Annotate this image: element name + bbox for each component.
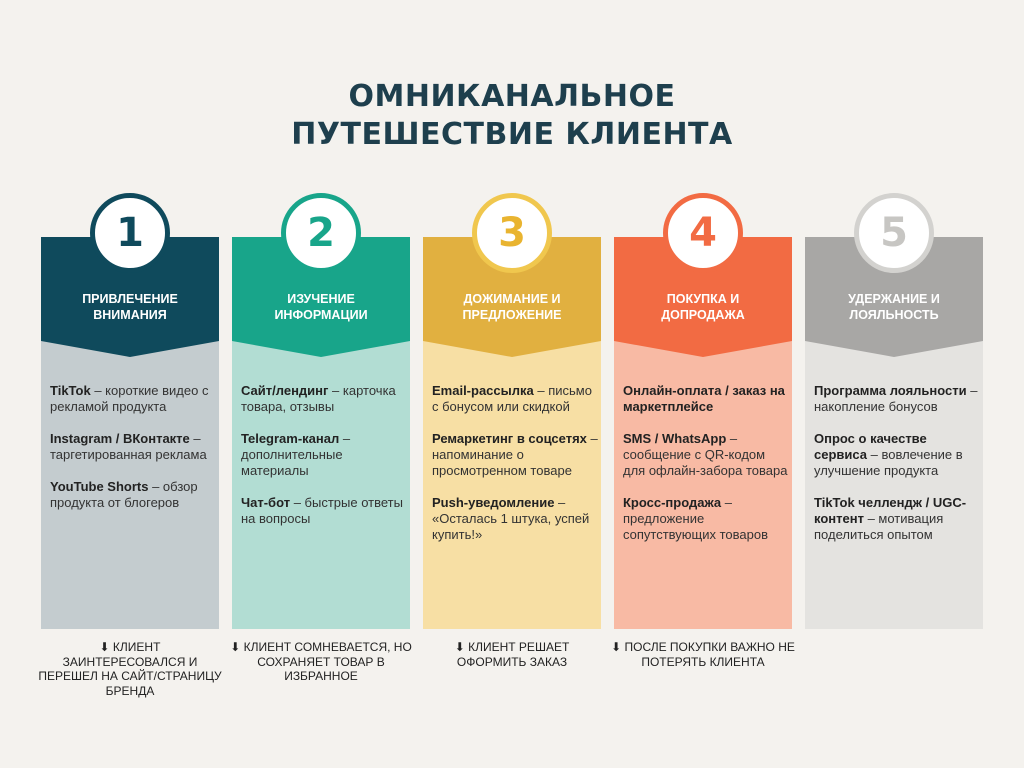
channel-name: Ремаркетинг в соцсетях [432,431,587,446]
channel-description: – напоминание о просмотренном товаре [432,431,598,478]
stage-items [623,383,789,559]
title-line-2: ПУТЕШЕСТВИЕ КЛИЕНТА [291,117,733,152]
channel-item [814,431,980,479]
stage-number-badge: 5 [854,193,934,273]
stage-transition-note: ⬇ КЛИЕНТ СОМНЕВАЕТСЯ, НО СОХРАНЯЕТ ТОВАР В ИЗБРАННОЕ [230,640,412,683]
channel-item [241,495,407,527]
channel-item [241,383,407,415]
channel-name: Instagram / ВКонтакте [50,431,190,446]
stage-items [432,383,598,559]
page-title [0,78,1024,154]
title-line-1: ОМНИКАНАЛЬНОЕ [348,79,676,114]
channel-description: – мотивация поделиться опытом [814,511,944,542]
channel-item [432,431,598,479]
stage-notch [614,341,792,357]
stage-column-1 [41,237,219,629]
channel-item [50,479,216,511]
channel-item [432,495,598,543]
channel-description: – быстрые ответы на вопросы [241,495,403,526]
stage-notch [423,341,601,357]
stage-transition-note: ⬇ ПОСЛЕ ПОКУПКИ ВАЖНО НЕ ПОТЕРЯТЬ КЛИЕНТА [611,640,795,669]
stage-transition-note: ⬇ КЛИЕНТ РЕШАЕТ ОФОРМИТЬ ЗАКАЗ [454,640,570,669]
channel-name: SMS / WhatsApp [623,431,727,446]
channel-description: – накопление бонусов [814,383,978,414]
channel-name: Сайт/лендинг [241,383,329,398]
channel-name: Чат-бот [241,495,291,510]
channel-description: – предложение сопутствующих товаров [623,495,769,542]
stage-items [241,383,407,543]
channel-item [50,431,216,463]
stage-number-badge: 4 [663,193,743,273]
stage-column-2 [232,237,410,629]
stage-items [50,383,216,527]
channel-item [623,495,789,543]
channel-item [241,431,407,479]
stage-number-badge: 3 [472,193,552,273]
stage-heading: ИЗУЧЕНИЕ ИНФОРМАЦИИ [274,292,368,322]
stage-heading: ПРИВЛЕЧЕНИЕ ВНИМАНИЯ [82,292,178,322]
channel-name: Telegram-канал [241,431,340,446]
stage-notch [805,341,983,357]
channel-name: Кросс-продажа [623,495,722,510]
stage-notch [41,341,219,357]
channel-item [50,383,216,415]
channel-name: Опрос о качестве сервиса [814,431,927,462]
stage-items [814,383,980,559]
stage-number-badge: 1 [90,193,170,273]
channel-name: TikTok [50,383,91,398]
channel-name: YouTube Shorts [50,479,149,494]
channel-description: – таргетированная реклама [50,431,207,462]
channel-description: – короткие видео с рекламой продукта [50,383,209,414]
channel-description: – письмо с бонусом или скидкой [432,383,592,414]
stage-heading: УДЕРЖАНИЕ И ЛОЯЛЬНОСТЬ [848,292,940,322]
stage-notch [232,341,410,357]
stage-number-badge: 2 [281,193,361,273]
channel-description: – дополнительные материалы [241,431,351,478]
channel-description: – «Осталась 1 штука, успей купить!» [432,495,590,542]
stage-column-3 [423,237,601,629]
channel-name: Программа лояльности [814,383,967,398]
channel-description: – вовлечение в улучшение продукта [814,447,963,478]
stage-heading: ДОЖИМАНИЕ И ПРЕДЛОЖЕНИЕ [462,292,562,322]
stage-transition-note: ⬇ КЛИЕНТ ЗАИНТЕРЕСОВАЛСЯ И ПЕРЕШЕЛ НА САЙТ/СТРАНИЦУ БРЕНДА [38,640,222,698]
channel-item [814,383,980,415]
channel-name: Онлайн-оплата / заказ на маркетплейсе [623,383,785,414]
stage-column-4 [614,237,792,629]
channel-description: – обзор продукта от блогеров [50,479,198,510]
channel-item [814,495,980,543]
channel-name: TikTok челлендж / UGC-контент [814,495,967,526]
channel-description: – карточка товара, отзывы [241,383,396,414]
stage-column-5 [805,237,983,629]
channel-item [623,383,789,415]
channel-item [623,431,789,479]
channel-name: Email-рассылка [432,383,534,398]
channel-description: – сообщение с QR-кодом для офлайн-забора товара [623,431,788,478]
stage-heading: ПОКУПКА И ДОПРОДАЖА [661,292,745,322]
channel-name: Push-уведомление [432,495,555,510]
channel-item [432,383,598,415]
